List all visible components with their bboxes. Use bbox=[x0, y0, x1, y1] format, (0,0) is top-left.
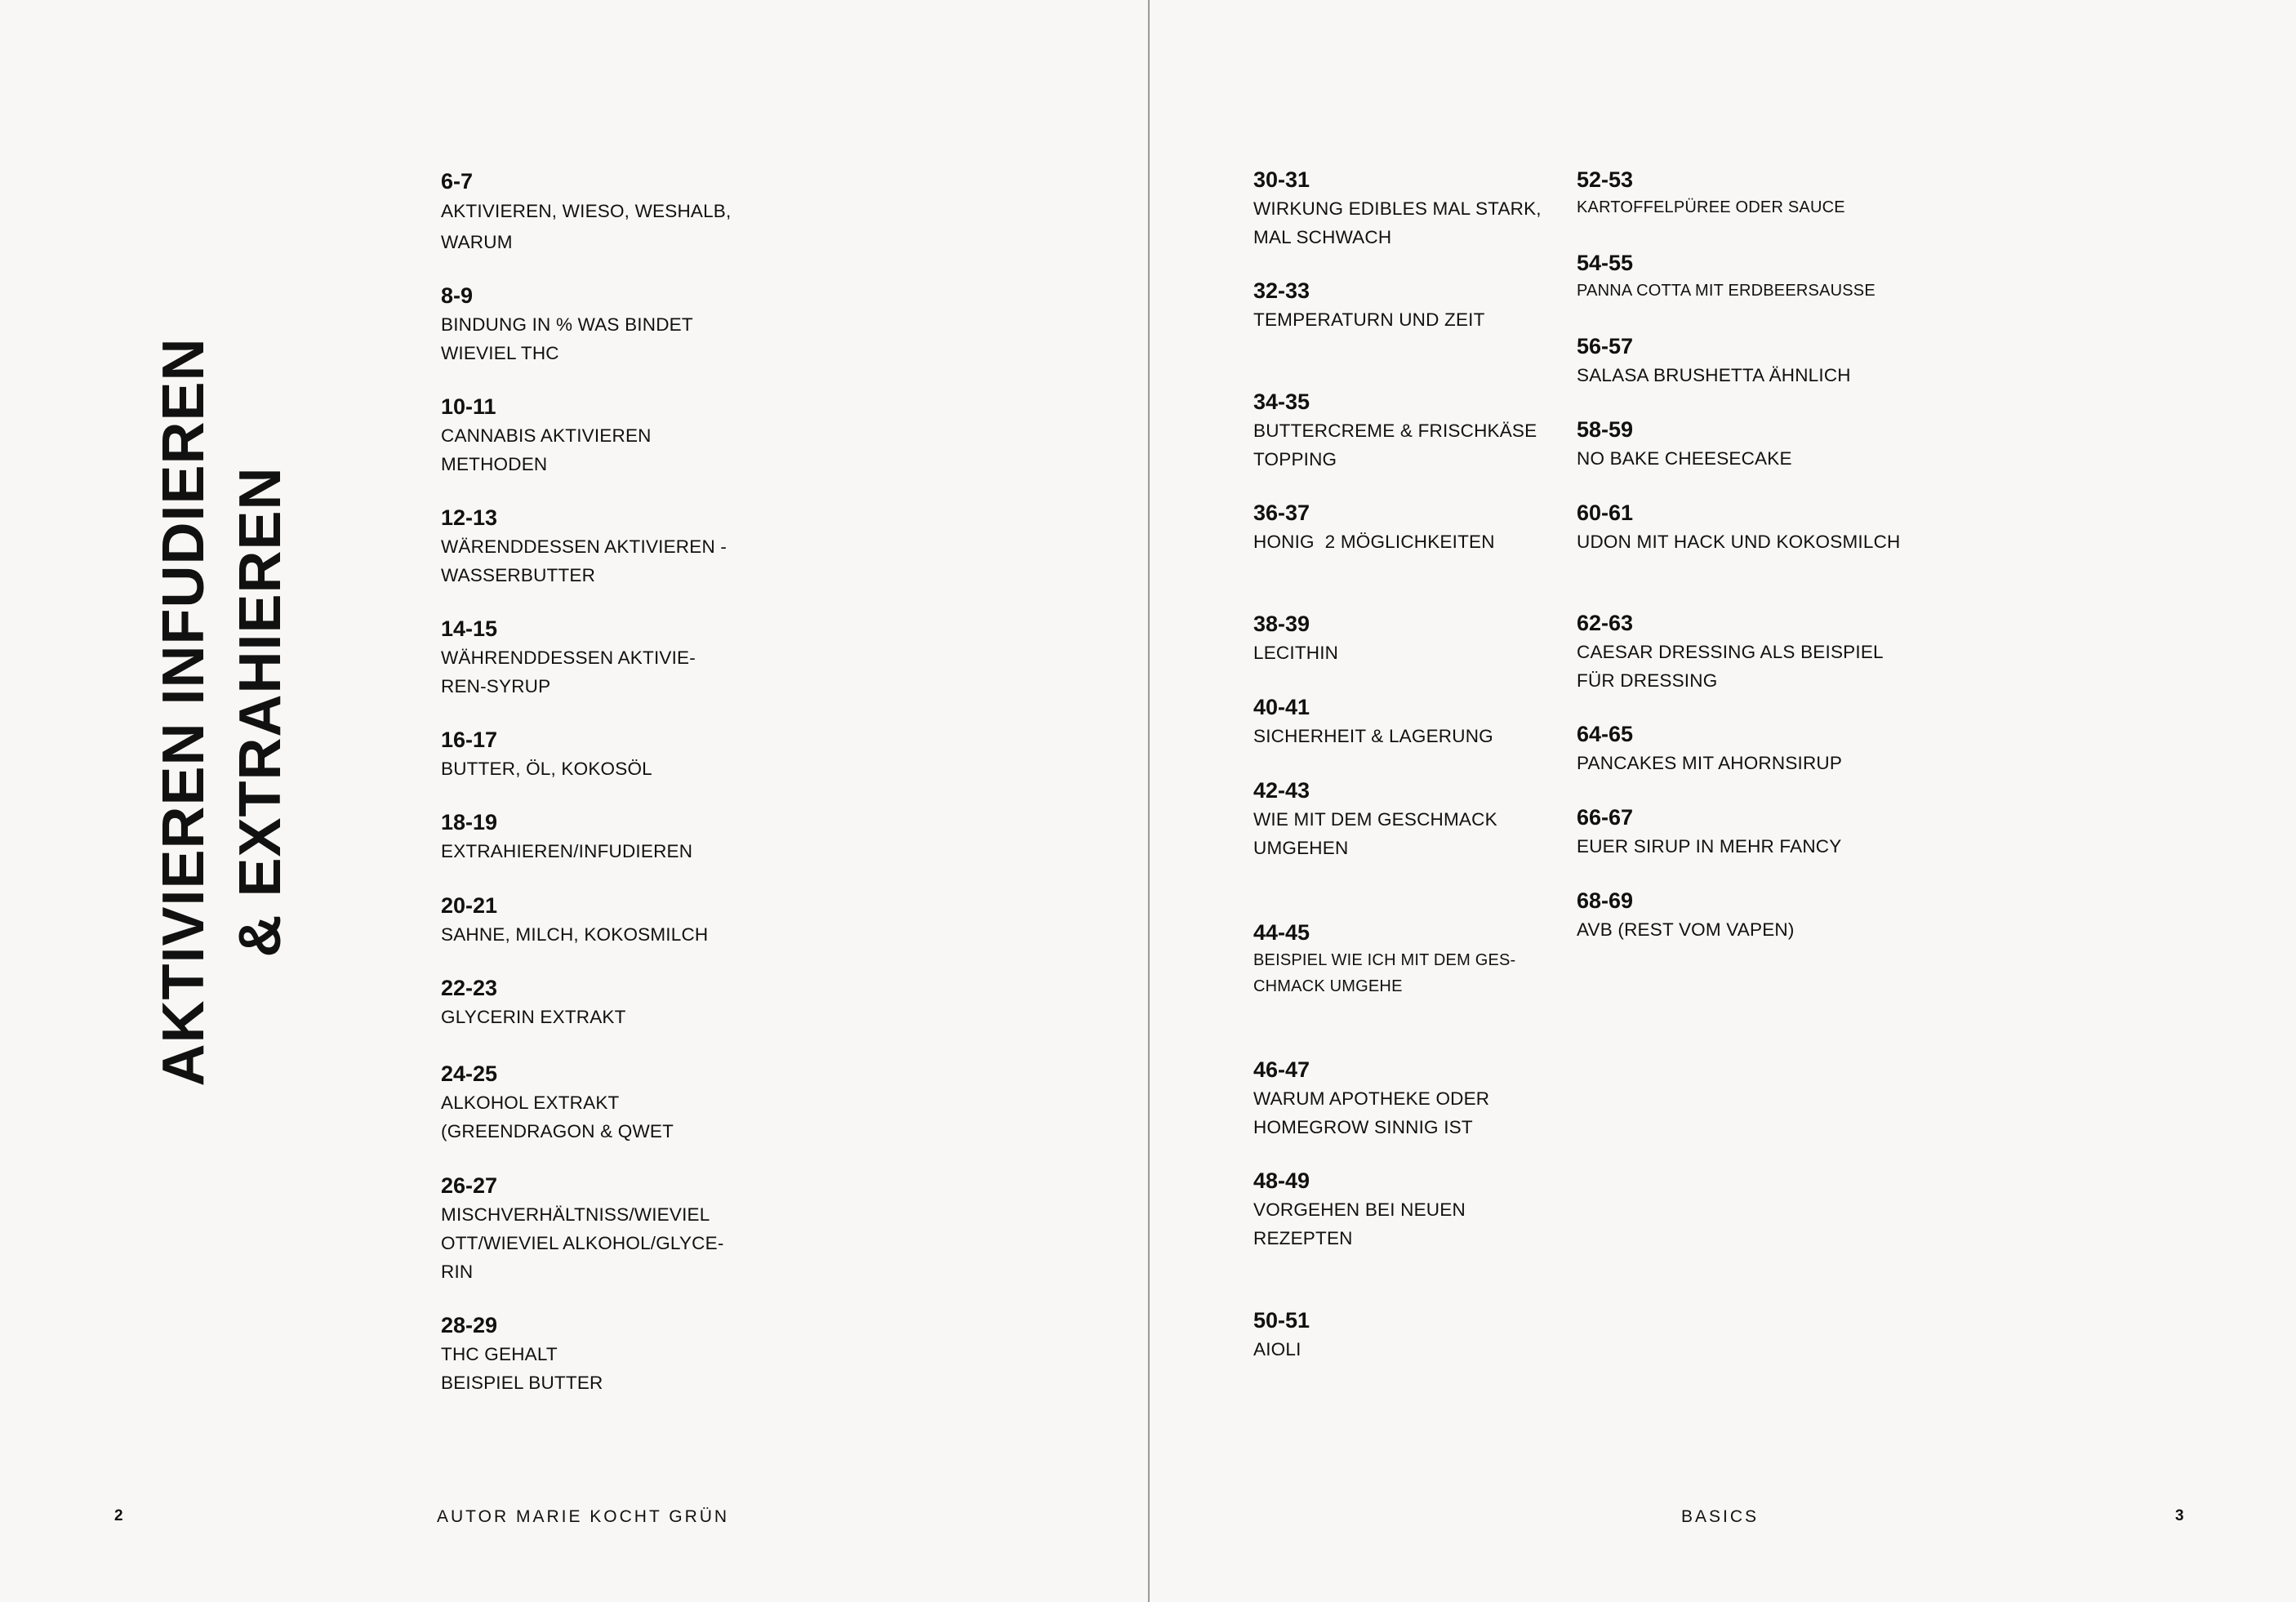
chapter-title-line-2: & EXTRAHIEREN bbox=[228, 466, 293, 958]
toc-page-range: 54-55 bbox=[1577, 251, 1634, 275]
toc-entry-title: EXTRAHIEREN/INFUDIEREN bbox=[441, 841, 693, 861]
toc-entry bbox=[1577, 332, 1920, 389]
toc-page-range: 28-29 bbox=[441, 1313, 498, 1337]
toc-page-range: 50-51 bbox=[1253, 1308, 1310, 1333]
toc-entry bbox=[1577, 165, 1920, 220]
toc-entry bbox=[1253, 609, 1580, 667]
toc-entry bbox=[1577, 608, 1903, 695]
toc-entry-title: AIOLI bbox=[1253, 1339, 1302, 1359]
toc-page-range: 46-47 bbox=[1253, 1057, 1310, 1082]
toc-entry-title: CANNABIS AKTIVIEREN METHODEN bbox=[441, 425, 652, 474]
toc-entry bbox=[441, 614, 727, 701]
toc-page-range: 48-49 bbox=[1253, 1168, 1310, 1193]
toc-entry-title: AVB (REST VOM VAPEN) bbox=[1577, 919, 1795, 940]
toc-entry bbox=[1253, 498, 1580, 556]
toc-entry bbox=[441, 503, 735, 590]
toc-page-range: 42-43 bbox=[1253, 778, 1310, 803]
right-page bbox=[1150, 0, 2296, 1602]
toc-page-range: 62-63 bbox=[1577, 611, 1634, 635]
toc-entry-title: EUER SIRUP IN MEHR FANCY bbox=[1577, 836, 1842, 857]
toc-entry-title: SAHNE, MILCH, KOKOSMILCH bbox=[441, 924, 709, 945]
toc-entry bbox=[441, 167, 743, 258]
toc-entry-title: WÄRENDDESSEN AKTIVIEREN -WASSERBUTTER bbox=[441, 536, 728, 585]
chapter-title-line-1: AKTIVIEREN INFUDIEREN bbox=[151, 337, 216, 1087]
toc-entry-title: WÄHRENDDESSEN AKTIVIE-REN-SYRUP bbox=[441, 647, 696, 696]
toc-page-range: 56-57 bbox=[1577, 334, 1634, 358]
toc-entry bbox=[1253, 165, 1555, 251]
toc-page-range: 6-7 bbox=[441, 169, 474, 194]
toc-page-range: 18-19 bbox=[441, 810, 498, 834]
toc-page-range: 8-9 bbox=[441, 283, 474, 308]
toc-entry-title: BINDUNG IN % WAS BINDET WIEVIEL THC bbox=[441, 314, 693, 363]
toc-entry bbox=[1253, 1166, 1490, 1253]
toc-page-range: 26-27 bbox=[441, 1173, 498, 1198]
toc-page-range: 64-65 bbox=[1577, 722, 1634, 746]
toc-entry-title: BEISPIEL WIE ICH MIT DEM GES-CHMACK UMGEHE bbox=[1253, 951, 1516, 995]
toc-entry-title: PANCAKES MIT AHORNSIRUP bbox=[1577, 753, 1843, 773]
toc-page-range: 68-69 bbox=[1577, 888, 1634, 913]
toc-entry bbox=[441, 281, 710, 367]
toc-page-range: 32-33 bbox=[1253, 278, 1310, 303]
toc-entry-title: GLYCERIN EXTRAKT bbox=[441, 1007, 626, 1027]
toc-page-range: 38-39 bbox=[1253, 612, 1310, 636]
toc-entry-title: ALKOHOL EXTRAKT (GREENDRAGON & QWET bbox=[441, 1092, 674, 1141]
toc-entry bbox=[441, 1059, 702, 1146]
toc-entry bbox=[441, 1311, 621, 1397]
toc-page-range: 10-11 bbox=[441, 394, 496, 419]
toc-entry-title: THC GEHALT BEISPIEL BUTTER bbox=[441, 1344, 603, 1393]
toc-page-range: 22-23 bbox=[441, 976, 498, 1000]
toc-entry-title: MISCHVERHÄLTNISS/WIEVIEL OTT/WIEVIEL ALKOHOL/GLYCE-RIN bbox=[441, 1204, 724, 1282]
toc-entry-title: TEMPERATURN UND ZEIT bbox=[1253, 309, 1485, 330]
toc-entry bbox=[1577, 248, 1920, 304]
toc-entry-title: WIE MIT DEM GESCHMACK UMGEHEN bbox=[1253, 809, 1497, 858]
toc-page-range: 16-17 bbox=[441, 728, 498, 752]
toc-entry-title: WARUM APOTHEKE ODER HOMEGROW SINNIG IST bbox=[1253, 1088, 1490, 1137]
toc-page-range: 14-15 bbox=[441, 616, 498, 641]
toc-entry-title: NO BAKE CHEESECAKE bbox=[1577, 448, 1792, 469]
toc-page-range: 52-53 bbox=[1577, 167, 1634, 192]
toc-entry-title: UDON MIT HACK UND KOKOSMILCH bbox=[1577, 532, 1901, 552]
toc-entry bbox=[1577, 886, 1920, 944]
page-number-left: 2 bbox=[114, 1507, 123, 1524]
footer-section: BASICS bbox=[1681, 1507, 1760, 1526]
toc-page-range: 34-35 bbox=[1253, 389, 1310, 414]
toc-entry bbox=[441, 1171, 731, 1286]
toc-entry-title: BUTTERCREME & FRISCHKÄSE TOPPING bbox=[1253, 421, 1537, 469]
toc-entry bbox=[1577, 498, 1928, 556]
toc-entry bbox=[1577, 803, 1920, 861]
toc-entry bbox=[1253, 776, 1515, 862]
toc-entry-title: AKTIVIEREN, WIESO, WESHALB, WARUM bbox=[441, 201, 732, 252]
toc-entry-title: CAESAR DRESSING ALS BEISPIEL FÜR DRESSING bbox=[1577, 642, 1883, 691]
toc-entry bbox=[1253, 276, 1580, 334]
toc-page-range: 12-13 bbox=[441, 505, 498, 530]
toc-page-range: 40-41 bbox=[1253, 695, 1310, 719]
toc-entry bbox=[1577, 719, 1920, 777]
toc-entry-title: SICHERHEIT & LAGERUNG bbox=[1253, 726, 1493, 746]
toc-page-range: 36-37 bbox=[1253, 501, 1310, 525]
footer-author: AUTOR MARIE KOCHT GRÜN bbox=[437, 1507, 730, 1526]
toc-entry bbox=[1253, 918, 1535, 999]
toc-entry-title: HONIG 2 MÖGLICHKEITEN bbox=[1253, 532, 1495, 552]
toc-entry bbox=[1253, 1306, 1580, 1364]
toc-entry-title: KARTOFFELPÜREE ODER SAUCE bbox=[1577, 198, 1845, 216]
toc-entry bbox=[441, 891, 768, 949]
toc-page-range: 44-45 bbox=[1253, 920, 1310, 945]
toc-entry-title: WIRKUNG EDIBLES MAL STARK, MAL SCHWACH bbox=[1253, 198, 1542, 247]
toc-entry-title: PANNA COTTA MIT ERDBEERSAUSSE bbox=[1577, 282, 1876, 300]
toc-page-range: 30-31 bbox=[1253, 167, 1310, 192]
toc-entry-title: VORGEHEN BEI NEUEN REZEPTEN bbox=[1253, 1199, 1466, 1248]
toc-page-range: 58-59 bbox=[1577, 417, 1634, 442]
toc-page-range: 20-21 bbox=[441, 893, 498, 918]
toc-entry bbox=[441, 808, 768, 866]
toc-entry bbox=[441, 392, 686, 478]
toc-page-range: 66-67 bbox=[1577, 805, 1634, 830]
toc-entry bbox=[1577, 415, 1920, 473]
toc-entry bbox=[1253, 1055, 1519, 1141]
toc-entry bbox=[441, 725, 768, 783]
toc-page-range: 24-25 bbox=[441, 1061, 498, 1086]
toc-entry-title: LECITHIN bbox=[1253, 643, 1339, 663]
toc-entry-title: BUTTER, ÖL, KOKOSÖL bbox=[441, 759, 652, 779]
toc-entry bbox=[1253, 387, 1547, 474]
toc-page-range: 60-61 bbox=[1577, 501, 1634, 525]
toc-entry-title: SALASA BRUSHETTA ÄHNLICH bbox=[1577, 365, 1851, 385]
page-number-right: 3 bbox=[2175, 1507, 2184, 1524]
toc-entry bbox=[1253, 692, 1580, 750]
toc-entry bbox=[441, 973, 768, 1031]
chapter-title bbox=[145, 337, 299, 1086]
